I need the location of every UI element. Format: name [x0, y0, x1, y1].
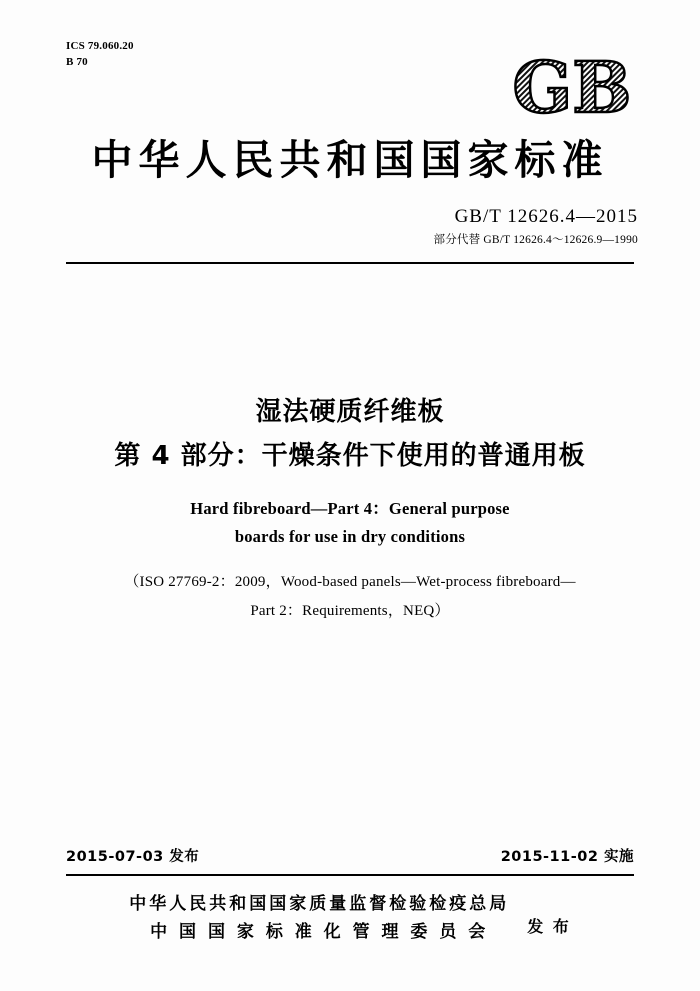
issue-date: 2015-07-03 发布 [66, 849, 200, 865]
page-title: 中华人民共和国国家标准 [91, 136, 609, 184]
agency-line1: 中华人民共和国国家质量监督检验检疫总局 [129, 894, 510, 914]
date-row [66, 845, 634, 866]
document-title-cn-line1: 湿法硬质纤维板 [255, 397, 445, 427]
standard-number-block [434, 205, 639, 249]
agency-line2: 中 国 国 家 标 准 化 管 理 委 员 会 [150, 922, 489, 942]
document-title-cn-line2: 第 4 部分：干燥条件下使用的普通用板 [114, 441, 586, 471]
iso-note-line1: （ISO 27769-2：2009，Wood-based panels—Wet-process fibreboard— [124, 574, 576, 590]
document-title-en-line1: Hard fibreboard—Part 4：General purpose [190, 499, 510, 518]
effective-date: 2015-11-02 实施 [500, 849, 634, 865]
footer-divider [66, 874, 634, 876]
svg-text:GB: GB [512, 52, 632, 124]
classification-code: B 70 [66, 56, 88, 68]
document-title-cn [0, 390, 700, 478]
publish-label: 发 布 [527, 916, 571, 936]
issuing-agency-names [129, 890, 509, 946]
document-title-en-line2: boards for use in dry conditions [234, 527, 466, 546]
standard-replaces: 部分代替 GB/T 12626.4～12626.9—1990 [433, 234, 638, 246]
ics-number: ICS 79.060.20 [66, 40, 134, 52]
iso-note-line2: Part 2：Requirements，NEQ） [250, 603, 450, 619]
document-title-en [0, 495, 700, 551]
ics-classification-block [66, 38, 134, 70]
iso-correspondence-note [0, 568, 700, 626]
gb-emblem-icon [506, 52, 638, 124]
standard-number: GB/T 12626.4—2015 [454, 206, 638, 227]
header-divider [66, 262, 634, 264]
issuing-agency-block [0, 890, 700, 946]
